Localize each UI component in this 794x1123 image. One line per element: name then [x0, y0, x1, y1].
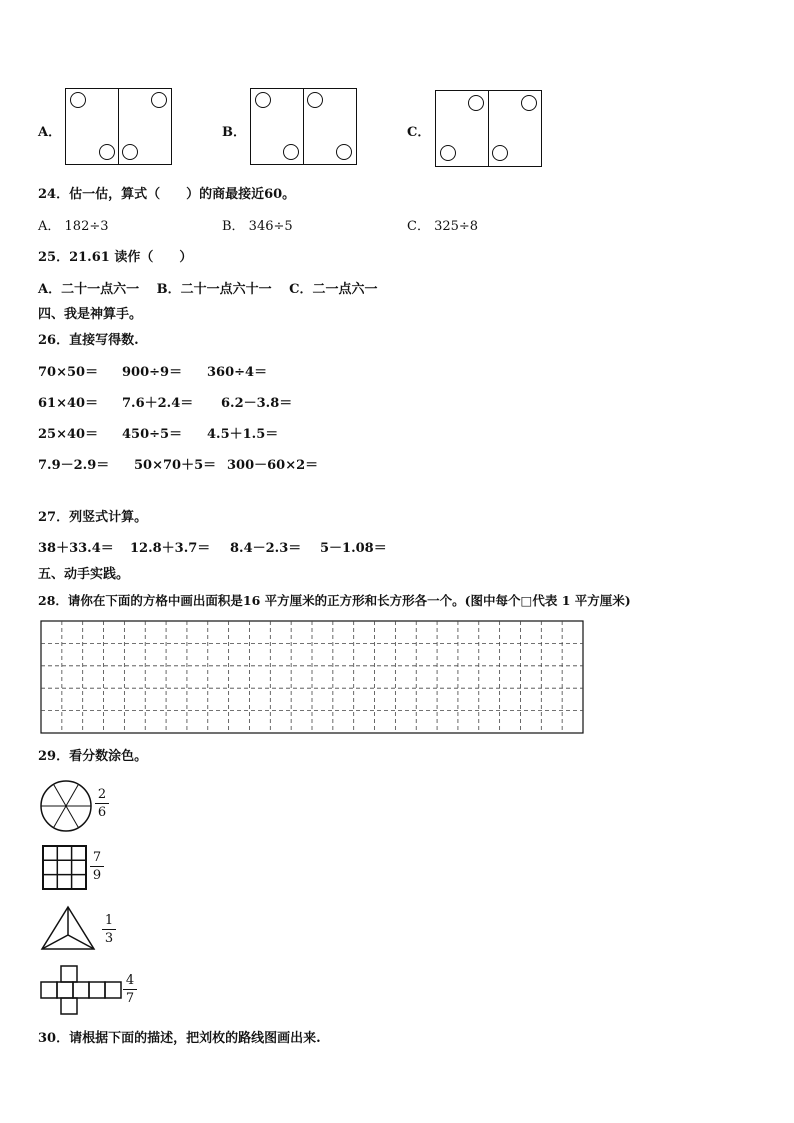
- q29-prompt: 29．看分数涂色。: [38, 749, 148, 764]
- q24-option-c: C． 325÷8: [407, 219, 479, 234]
- option-a-label: A．: [38, 125, 62, 140]
- q26-item: 7.6＋2.4＝: [122, 396, 194, 411]
- q27-item: 8.4－2.3＝: [230, 541, 302, 556]
- fraction-4-7: [123, 973, 137, 1006]
- q26-item: 450÷5＝: [122, 427, 183, 442]
- circle-six-parts[interactable]: [40, 780, 92, 832]
- section-4-title: 四、我是神算手。: [38, 307, 143, 322]
- q26-item: 50×70＋5＝: [134, 458, 217, 473]
- q27-item: 5－1.08＝: [320, 541, 387, 556]
- option-b-label: B．: [222, 125, 246, 140]
- cross-seven-squares[interactable]: [40, 965, 122, 1015]
- q26-item: 61×40＝: [38, 396, 99, 411]
- section-5-title: 五、动手实践。: [38, 567, 130, 582]
- numerator: 4: [125, 973, 135, 988]
- q26-prompt: 26．直接写得数.: [38, 333, 139, 348]
- fraction-1-3: [102, 913, 116, 946]
- numerator: 7: [92, 850, 102, 865]
- q28-prompt: 28．请你在下面的方格中画出面积是16 平方厘米的正方形和长方形各一个。(图中每个□代表 1 平方厘米): [38, 593, 631, 608]
- denominator: 3: [104, 931, 114, 946]
- option-c-figure: [435, 90, 543, 168]
- numerator: 1: [104, 913, 114, 928]
- option-c-label: C．: [407, 125, 431, 140]
- triangle-three-parts[interactable]: [40, 905, 96, 951]
- q26-item: 70×50＝: [38, 365, 99, 380]
- option-a-figure: [65, 88, 173, 166]
- denominator: 6: [97, 805, 107, 820]
- q27-item: 12.8＋3.7＝: [130, 541, 211, 556]
- square-nine-grid[interactable]: [42, 845, 88, 891]
- denominator: 9: [92, 868, 102, 883]
- q26-item: 25×40＝: [38, 427, 99, 442]
- q26-item: 300－60×2＝: [227, 458, 319, 473]
- q24-option-a: A． 182÷3: [38, 219, 109, 234]
- denominator: 7: [125, 991, 135, 1006]
- dotted-grid[interactable]: [40, 620, 584, 734]
- q24-prompt: 24．估一估，算式（ ）的商最接近60。: [38, 187, 296, 202]
- q25-prompt: 25．21.61 读作（ ）: [38, 250, 193, 265]
- option-b-figure: [250, 88, 358, 166]
- fraction-2-6: [95, 787, 109, 820]
- q30-prompt: 30．请根据下面的描述，把刘枚的路线图画出来.: [38, 1031, 321, 1046]
- q26-item: 360÷4＝: [207, 365, 268, 380]
- q26-item: 900÷9＝: [122, 365, 183, 380]
- numerator: 2: [97, 787, 107, 802]
- q27-item: 38＋33.4＝: [38, 541, 114, 556]
- q26-item: 6.2－3.8＝: [221, 396, 293, 411]
- q25-options: A．二十一点六一 B．二十一点六十一 C．二一点六一: [38, 282, 378, 297]
- q27-prompt: 27．列竖式计算。: [38, 510, 148, 525]
- q26-item: 7.9－2.9＝: [38, 458, 110, 473]
- q24-option-b: B． 346÷5: [222, 219, 293, 234]
- fraction-7-9: [90, 850, 104, 883]
- q26-item: 4.5＋1.5＝: [207, 427, 279, 442]
